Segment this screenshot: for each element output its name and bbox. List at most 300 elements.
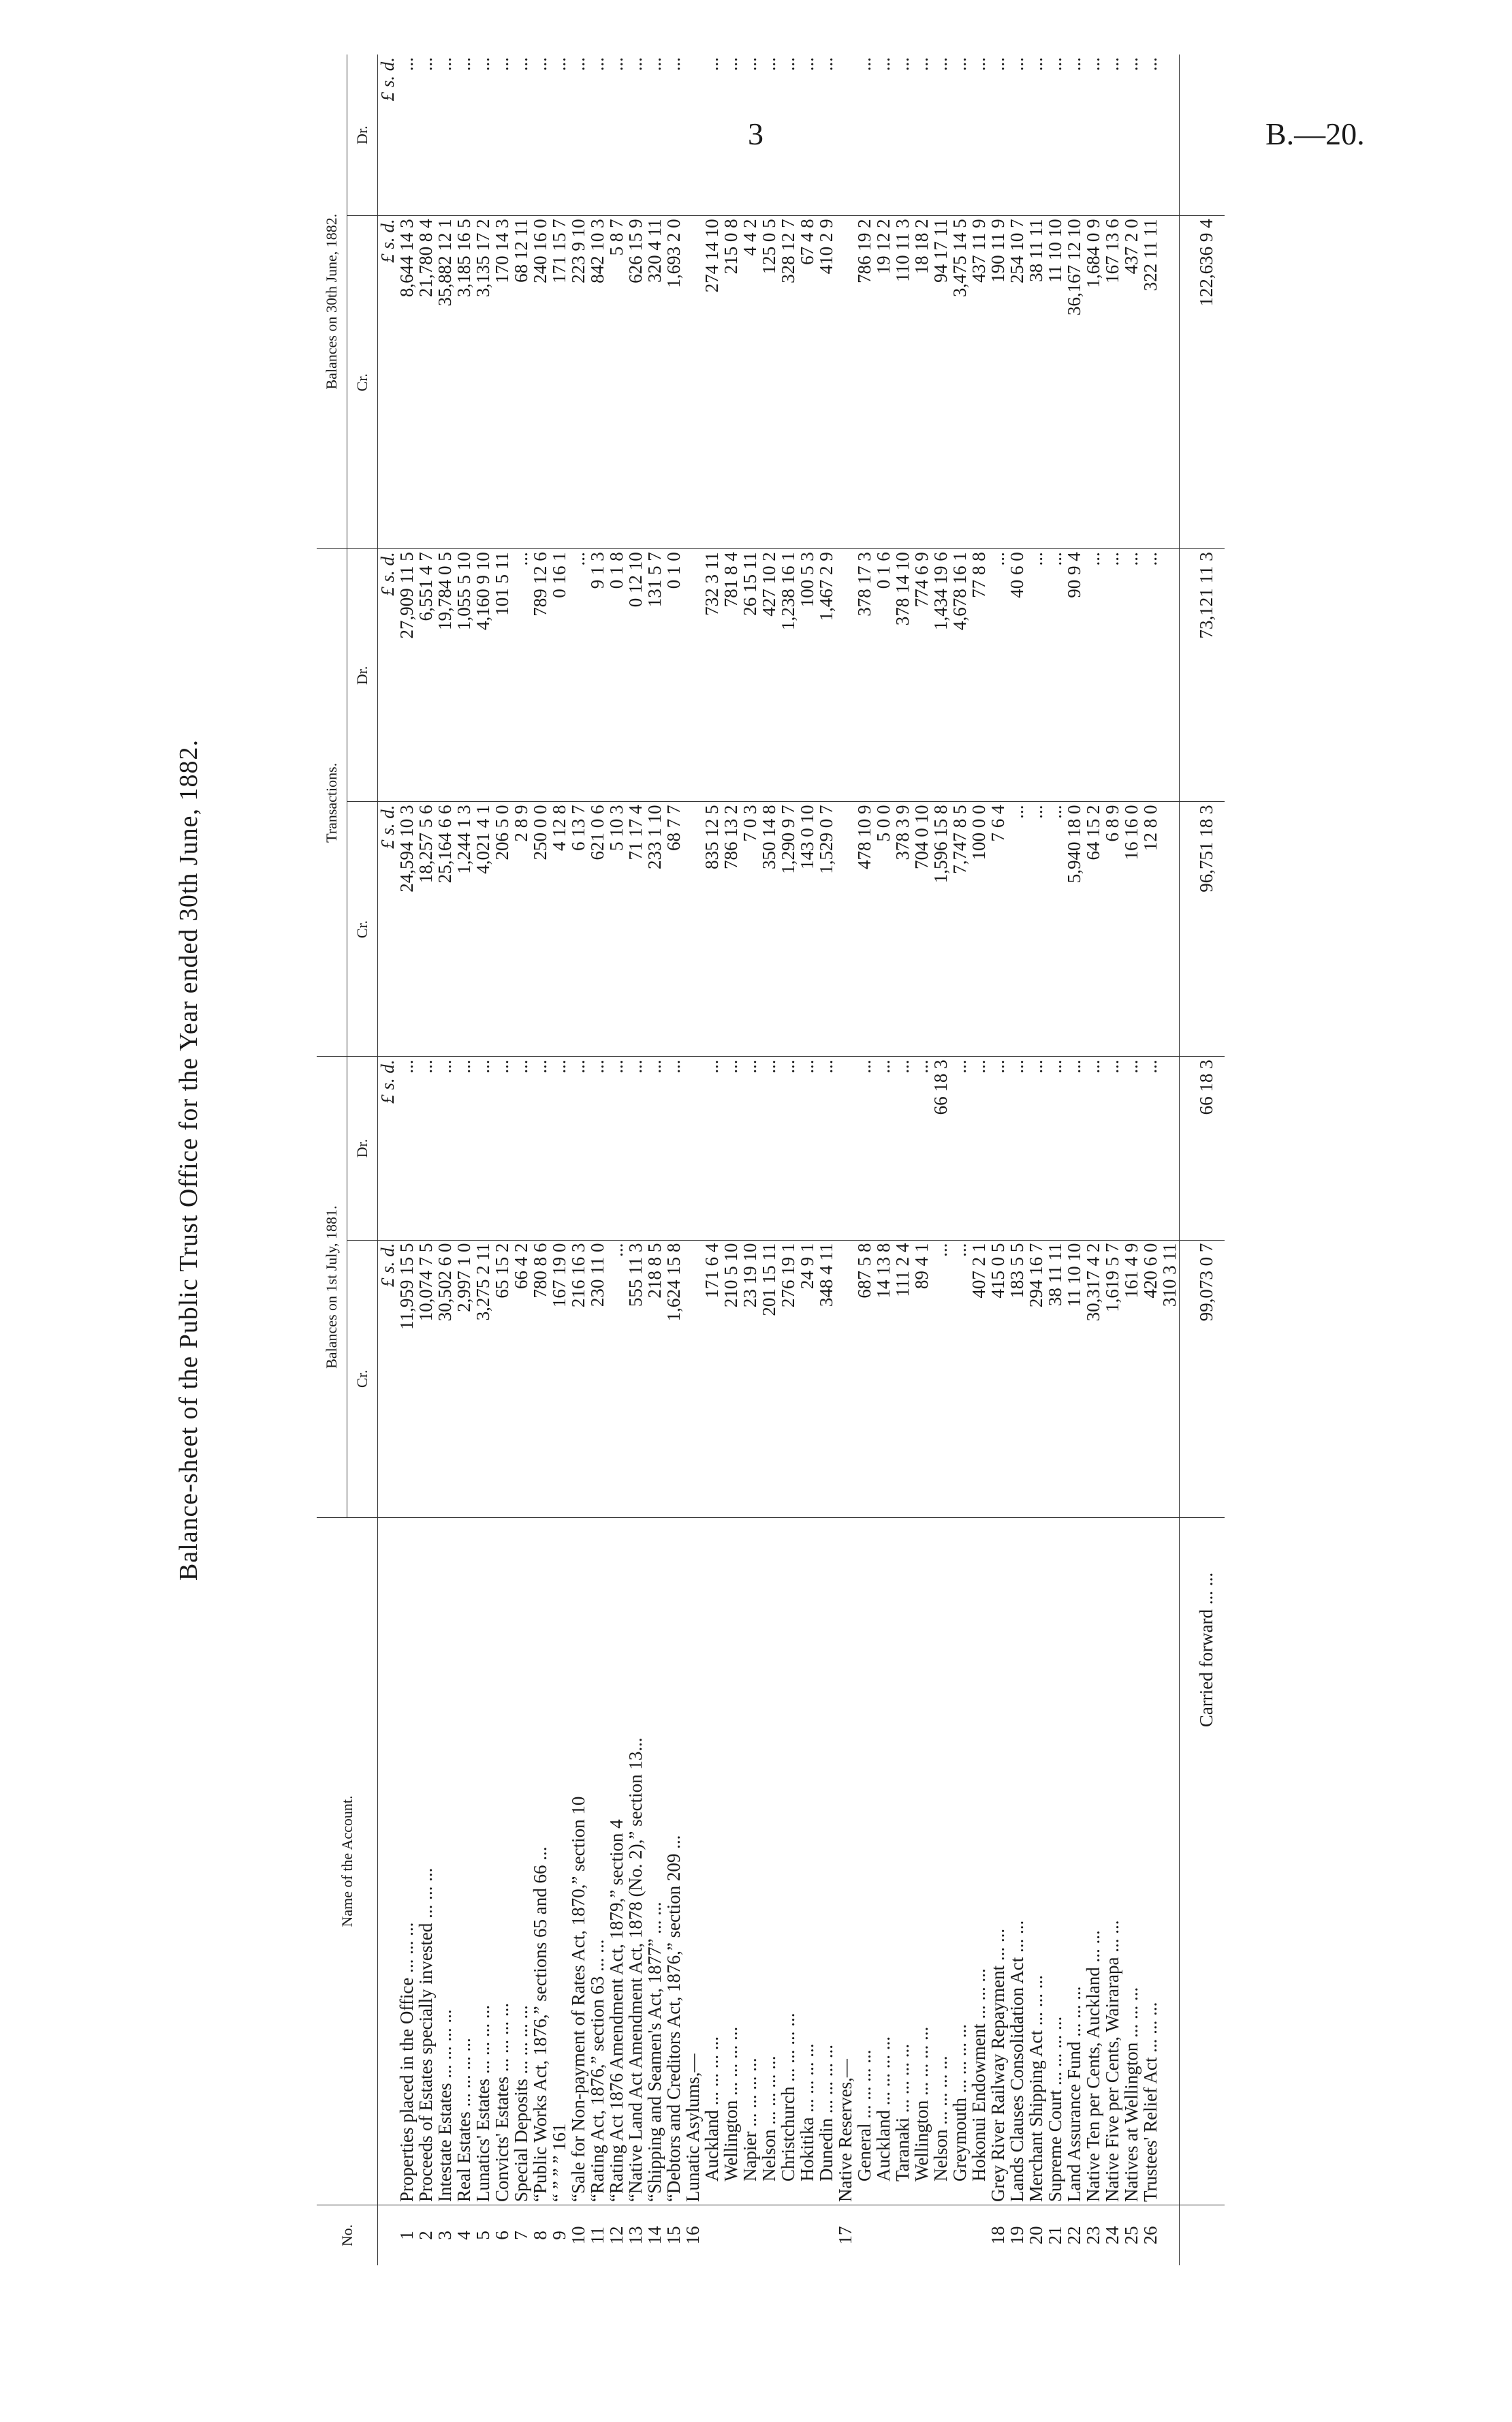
- cell-b81-dr: ...: [874, 1057, 893, 1240]
- table-row: [588, 55, 607, 2265]
- cell-b82-cr: 67 4 8: [798, 216, 817, 549]
- cell-t-dr: 131 5 7: [645, 549, 664, 802]
- unit-label: £ s. d.: [378, 216, 398, 549]
- cell-no: 18: [988, 2205, 1007, 2266]
- cell-t-dr: 0 12 10: [626, 549, 645, 802]
- cell-b81-dr: ...: [1065, 1057, 1084, 1240]
- cell-b81-dr: [683, 1057, 702, 1240]
- cell-b81-cr: 3,275 2 11: [473, 1240, 492, 1517]
- cell-t-dr: [683, 549, 702, 802]
- cell-account-name: Lunatic Asylums,—: [683, 1518, 702, 2205]
- header-dr: Dr.: [347, 55, 378, 216]
- cell-b82-cr: 223 9 10: [569, 216, 588, 549]
- table-row: [798, 55, 817, 2265]
- cell-account-name: Wellington ... ... ... ...: [912, 1518, 931, 2205]
- cell-b81-dr: ...: [1026, 1057, 1045, 1240]
- table-row: [1103, 55, 1122, 2265]
- cell-no: 19: [1007, 2205, 1026, 2266]
- cell-b82-dr: ...: [530, 57, 550, 72]
- cell-b81-dr: ...: [607, 1057, 626, 1240]
- cell-b82-cr: 35,882 12 1: [435, 216, 454, 549]
- cell-account-name: “Sale for Non-payment of Rates Act, 1870,” section 10: [569, 1518, 588, 2205]
- cell-account-name: Land Assurance Fund ... ... ...: [1065, 1518, 1084, 2205]
- cell-b81-dr: ...: [778, 1057, 798, 1240]
- cell-b82-cr: 4 4 2: [740, 216, 759, 549]
- cell-t-dr: 90 9 4: [1065, 549, 1084, 802]
- cell-b81-cr: 23 19 10: [740, 1240, 759, 1517]
- cell-b81-dr: ...: [1103, 1057, 1122, 1240]
- cell-b81-cr: 310 3 11: [1160, 1240, 1180, 1517]
- cell-b82-dr: ...: [1026, 57, 1046, 72]
- cell-b81-dr: ...: [759, 1057, 778, 1240]
- cell-t-cr: 704 0 10: [912, 802, 931, 1057]
- cell-b81-cr: [683, 1240, 702, 1517]
- cell-t-cr: 6 8 9: [1103, 802, 1122, 1057]
- table-row: [969, 55, 988, 2265]
- cell-b82-dr: ...: [988, 57, 1008, 72]
- cell-t-dr: 1,467 2 9: [817, 549, 836, 802]
- cell-b81-dr: ...: [435, 1057, 454, 1240]
- cell-no: 17: [836, 2205, 855, 2266]
- cell-b82-dr: ...: [606, 57, 627, 72]
- cell-b81-dr: ...: [1122, 1057, 1141, 1240]
- cell-no: 12: [607, 2205, 626, 2266]
- cell-account-name: Lunatics' Estates ... ... ... ...: [473, 1518, 492, 2205]
- cell-t-dr: ...: [1122, 549, 1141, 802]
- table-row: [988, 55, 1007, 2265]
- cell-b82-dr: ...: [816, 57, 836, 72]
- cell-b82-cr: 626 15 9: [626, 216, 645, 549]
- cell-t-cr: 378 3 9: [893, 802, 912, 1057]
- table-row: [1026, 55, 1045, 2265]
- cell-b82-cr: 19 12 2: [874, 216, 893, 549]
- cell-b81-dr: ...: [416, 1057, 435, 1240]
- cell-b81-cr: 276 19 1: [778, 1240, 798, 1517]
- unit-label: £ s. d.: [378, 549, 398, 802]
- cell-b82-dr: ...: [873, 57, 894, 72]
- cell-account-name: “Debtors and Creditors Act, 1876,” section 209 ...: [664, 1518, 683, 2205]
- table-row: [569, 55, 588, 2265]
- cell-t-dr: 427 10 2: [759, 549, 778, 802]
- cell-no: 11: [588, 2205, 607, 2266]
- cell-b81-cr: 210 5 10: [721, 1240, 740, 1517]
- cell-no: 7: [511, 2205, 531, 2266]
- cell-t-dr: 789 12 6: [531, 549, 550, 802]
- cell-b81-dr: ...: [950, 1057, 969, 1240]
- cell-no: 23: [1084, 2205, 1103, 2266]
- cell-t-dr: 100 5 3: [798, 549, 817, 802]
- cell-no: [874, 2205, 893, 2266]
- cell-b81-dr: ...: [1007, 1057, 1026, 1240]
- page-number: 3: [748, 117, 763, 151]
- cell-t-dr: 0 1 6: [874, 549, 893, 802]
- cell-account-name: Convicts' Estates ... ... ... ...: [492, 1518, 511, 2205]
- cell-account-name: Grey River Railway Repayment ... ...: [988, 1518, 1007, 2205]
- header-cr: Cr.: [347, 1240, 378, 1517]
- cell-t-cr: 786 13 2: [721, 802, 740, 1057]
- cell-account-name: Supreme Court ... ... ... ...: [1045, 1518, 1065, 2205]
- cell-no: 5: [473, 2205, 492, 2266]
- cell-b81-dr: ...: [492, 1057, 511, 1240]
- unit-label: £ s. d.: [378, 802, 398, 1057]
- cell-b82-cr: 3,475 14 5: [950, 216, 969, 549]
- table-row: [950, 55, 969, 2265]
- cell-t-dr: 77 8 8: [969, 549, 988, 802]
- cell-b82-cr: 786 19 2: [855, 216, 874, 549]
- cell-b81-dr: ...: [798, 1057, 817, 1240]
- cell-b81-cr: 230 11 0: [588, 1240, 607, 1517]
- cell-b82-dr: ...: [702, 57, 722, 72]
- cell-t-cr: 18,257 5 6: [416, 802, 435, 1057]
- cell-t-dr: 1,055 5 10: [454, 549, 473, 802]
- cell-b81-cr: 2,997 1 0: [454, 1240, 473, 1517]
- cell-t-dr: ...: [1141, 549, 1160, 802]
- cell-account-name: Auckland ... ... ... ...: [874, 1518, 893, 2205]
- cell-no: [702, 2205, 721, 2266]
- cell-b81-cr: 167 19 0: [550, 1240, 569, 1517]
- cell-t-dr: 4,160 9 10: [473, 549, 492, 802]
- cell-b82-dr: ...: [1083, 57, 1103, 72]
- cell-no: 8: [531, 2205, 550, 2266]
- cell-t-cr: 350 14 8: [759, 802, 778, 1057]
- cell-b82-cr: 437 2 0: [1122, 216, 1141, 549]
- table-row: [607, 55, 626, 2265]
- cell-account-name: “Rating Act, 1876,” section 63 ... ...: [588, 1518, 607, 2205]
- cell-b81-dr: ...: [664, 1057, 683, 1240]
- table-row: [492, 55, 511, 2265]
- cell-b81-dr: ...: [893, 1057, 912, 1240]
- cell-t-dr: 0 1 8: [607, 549, 626, 802]
- cell-b81-dr: ...: [1141, 1057, 1160, 1240]
- total-b81-cr: 99,073 0 7: [1180, 1240, 1225, 1517]
- cell-t-dr: 1,434 19 6: [931, 549, 950, 802]
- cell-b82-dr: ...: [644, 57, 665, 72]
- cell-b82-cr: 328 12 7: [778, 216, 798, 549]
- cell-b82-cr: 437 11 9: [969, 216, 988, 549]
- cell-t-dr: 6,551 4 7: [416, 549, 435, 802]
- cell-t-cr: 64 15 2: [1084, 802, 1103, 1057]
- cell-no: 21: [1045, 2205, 1065, 2266]
- cell-account-name: “Public Works Act, 1876,” sections 65 and 66 ...: [531, 1518, 550, 2205]
- total-t-dr: 73,121 11 3: [1180, 549, 1225, 802]
- cell-t-cr: 4 12 8: [550, 802, 569, 1057]
- cell-b82-dr: ...: [415, 57, 436, 72]
- cell-t-dr: 0 1 0: [664, 549, 683, 802]
- cell-t-dr: 9 1 3: [588, 549, 607, 802]
- cell-b82-dr: ...: [892, 57, 913, 72]
- cell-t-dr: 774 6 9: [912, 549, 931, 802]
- cell-b81-dr: ...: [1084, 1057, 1103, 1240]
- cell-b82-dr: ...: [587, 57, 608, 72]
- cell-b81-cr: ...: [950, 1240, 969, 1517]
- cell-t-cr: ...: [1045, 802, 1065, 1057]
- cell-t-cr: 6 13 7: [569, 802, 588, 1057]
- cell-b82-cr: 21,780 8 4: [416, 216, 435, 549]
- cell-b82-dr: ...: [949, 57, 970, 72]
- cell-no: 26: [1141, 2205, 1160, 2266]
- cell-no: [931, 2205, 950, 2266]
- cell-account-name: Real Estates ... ... ... ...: [454, 1518, 473, 2205]
- table-row: [931, 55, 950, 2265]
- table-row: [1045, 55, 1065, 2265]
- header-bal-1881: Balances on 1st July, 1881.: [317, 1057, 347, 1518]
- header-bal-1882: Balances on 30th June, 1882.: [317, 55, 347, 549]
- cell-account-name: Natives at Wellington ... ... ...: [1122, 1518, 1141, 2205]
- cell-b81-dr: [836, 1057, 855, 1240]
- header-cr: Cr.: [347, 216, 378, 549]
- cell-account-name: Dunedin ... ... ... ...: [817, 1518, 836, 2205]
- cell-t-dr: [836, 549, 855, 802]
- cell-b82-cr: 8,644 14 3: [397, 216, 416, 549]
- cell-account-name: Properties placed in the Office ... ... ...: [397, 1518, 416, 2205]
- cell-b81-cr: 780 8 6: [531, 1240, 550, 1517]
- table-row: [550, 55, 569, 2265]
- cell-t-dr: ...: [1045, 549, 1065, 802]
- cell-no: 10: [569, 2205, 588, 2266]
- extra-body: [1160, 55, 1225, 2265]
- table-row: [721, 55, 740, 2265]
- cell-b81-cr: [836, 1240, 855, 1517]
- cell-b82-dr: ...: [1140, 57, 1161, 72]
- cell-account-name: Nelson ... ... ... ...: [759, 1518, 778, 2205]
- table-row: [817, 55, 836, 2265]
- cell-no: [893, 2205, 912, 2266]
- cell-account-name: Hokonui Endowment ... ... ...: [969, 1518, 988, 2205]
- cell-b81-dr: ...: [550, 1057, 569, 1240]
- table-body: [378, 55, 1161, 2265]
- cell-t-dr: ...: [1103, 549, 1122, 802]
- cell-no: 14: [645, 2205, 664, 2266]
- cell-no: [950, 2205, 969, 2266]
- cell-b81-cr: 1,624 15 8: [664, 1240, 683, 1517]
- cell-t-dr: 101 5 11: [492, 549, 511, 802]
- cell-b82-dr: ...: [930, 57, 951, 72]
- table-row: [1007, 55, 1026, 2265]
- cell-b81-dr: ...: [397, 1057, 416, 1240]
- table-row: [1084, 55, 1103, 2265]
- cell-b82-cr: 3,185 16 5: [454, 216, 473, 549]
- cell-t-cr: 25,164 6 6: [435, 802, 454, 1057]
- table-row: [531, 55, 550, 2265]
- cell-b81-dr: ...: [702, 1057, 721, 1240]
- cell-t-dr: 378 17 3: [855, 549, 874, 802]
- cell-account-name: Native Five per Cents, Wairarapa ... ...: [1103, 1518, 1122, 2205]
- cell-t-cr: ...: [1026, 802, 1045, 1057]
- cell-t-cr: 7 0 3: [740, 802, 759, 1057]
- cell-no: [740, 2205, 759, 2266]
- cell-b81-cr: 66 4 2: [511, 1240, 531, 1517]
- total-b81-dr: 66 18 3: [1180, 1057, 1225, 1240]
- cell-b81-cr: 171 6 4: [702, 1240, 721, 1517]
- cell-b81-cr: 111 2 4: [893, 1240, 912, 1517]
- total-b82-cr: 122,636 9 4: [1180, 216, 1225, 549]
- cell-t-cr: [836, 802, 855, 1057]
- cell-account-name: Proceeds of Estates specially invested ... ... ...: [416, 1518, 435, 2205]
- table-row: [1065, 55, 1084, 2265]
- table-row: [1122, 55, 1141, 2265]
- cell-b81-dr: ...: [855, 1057, 874, 1240]
- cell-t-cr: 5,940 18 0: [1065, 802, 1084, 1057]
- cell-t-dr: 1,238 16 1: [778, 549, 798, 802]
- cell-t-cr: 12 8 0: [1141, 802, 1160, 1057]
- table-row: [893, 55, 912, 2265]
- cell-account-name: Lands Clauses Consolidation Act ... ...: [1007, 1518, 1026, 2205]
- cell-t-cr: 478 10 9: [855, 802, 874, 1057]
- cell-no: 1: [397, 2205, 416, 2266]
- cell-t-cr: 7 6 4: [988, 802, 1007, 1057]
- cell-no: [721, 2205, 740, 2266]
- header-dr: Dr.: [347, 549, 378, 802]
- cell-t-dr: ...: [569, 549, 588, 802]
- cell-account-name: Nelson ... ... ... ...: [931, 1518, 950, 2205]
- cell-no: [759, 2205, 778, 2266]
- table-row: [759, 55, 778, 2265]
- table-row: [855, 55, 874, 2265]
- table-row: [1141, 55, 1160, 2265]
- cell-account-name: General ... ... ... ...: [855, 1518, 874, 2205]
- cell-b81-cr: 65 15 2: [492, 1240, 511, 1517]
- cell-b82-dr: ...: [396, 57, 417, 72]
- cell-account-name: Auckland ... ... ... ...: [702, 1518, 721, 2205]
- cell-account-name: Napier ... ... ... ...: [740, 1518, 759, 2205]
- cell-t-cr: 206 5 0: [492, 802, 511, 1057]
- cell-b82-dr: ...: [1007, 57, 1027, 72]
- table-row: [435, 55, 454, 2265]
- cell-b81-cr: 10,074 7 5: [416, 1240, 435, 1517]
- cell-t-cr: [683, 802, 702, 1057]
- cell-no: [969, 2205, 988, 2266]
- cell-b81-cr: 30,317 4 2: [1084, 1240, 1103, 1517]
- cell-t-dr: 378 14 10: [893, 549, 912, 802]
- cell-t-dr: ...: [1026, 549, 1045, 802]
- unit-label: £ s. d.: [378, 1240, 398, 1517]
- total-b82-dr: [1180, 55, 1225, 216]
- cell-b82-cr: 410 2 9: [817, 216, 836, 549]
- cell-b81-dr: ...: [721, 1057, 740, 1240]
- carried-forward-label: Carried forward ... ...: [1180, 1518, 1225, 2205]
- cell-t-dr: ...: [1084, 549, 1103, 802]
- cell-t-cr: 835 12 5: [702, 802, 721, 1057]
- cell-account-name: Native Reserves,—: [836, 1518, 855, 2205]
- cell-t-cr: 250 0 0: [531, 802, 550, 1057]
- cell-b82-cr: 190 11 9: [988, 216, 1007, 549]
- units-row: [378, 55, 398, 2265]
- cell-t-dr: 0 16 1: [550, 549, 569, 802]
- cell-no: 16: [683, 2205, 702, 2266]
- table-row: [416, 55, 435, 2265]
- cell-t-cr: 4,021 4 1: [473, 802, 492, 1057]
- cell-b82-cr: [683, 216, 702, 549]
- cell-b81-cr: 38 11 11: [1045, 1240, 1065, 1517]
- cell-no: 4: [454, 2205, 473, 2266]
- cell-b81-dr: ...: [988, 1057, 1007, 1240]
- document-reference: B.—20.: [1265, 117, 1365, 151]
- header-cr: Cr.: [347, 802, 378, 1057]
- cell-b81-cr: 420 6 0: [1141, 1240, 1160, 1517]
- cell-b81-cr: 30,502 6 0: [435, 1240, 454, 1517]
- cell-no: 22: [1065, 2205, 1084, 2266]
- cell-b82-dr: ...: [854, 57, 875, 72]
- cell-b82-dr: ...: [1121, 57, 1141, 72]
- cell-b82-dr: ...: [625, 57, 646, 72]
- cell-b82-dr: ...: [663, 57, 684, 72]
- cell-b81-cr: 201 15 11: [759, 1240, 778, 1517]
- cell-t-cr: 621 0 6: [588, 802, 607, 1057]
- cell-b81-dr: ...: [569, 1057, 588, 1240]
- table-row: [836, 55, 855, 2265]
- cell-t-dr: 4,678 16 1: [950, 549, 969, 802]
- balance-sheet-table: [317, 55, 1225, 2265]
- table-row: [874, 55, 893, 2265]
- cell-b81-cr: 555 11 3: [626, 1240, 645, 1517]
- cell-b81-dr: ...: [645, 1057, 664, 1240]
- cell-no: 3: [435, 2205, 454, 2266]
- cell-no: 13: [626, 2205, 645, 2266]
- cell-b81-dr: ...: [454, 1057, 473, 1240]
- cell-b82-dr: ...: [721, 57, 741, 72]
- cell-b82-cr: 125 0 5: [759, 216, 778, 549]
- table-row: [626, 55, 645, 2265]
- table-row: [511, 55, 531, 2265]
- cell-b81-cr: 294 16 7: [1026, 1240, 1045, 1517]
- cell-b82-dr: ...: [511, 57, 531, 72]
- cell-t-dr: ...: [511, 549, 531, 802]
- cell-b82-dr: ...: [759, 57, 779, 72]
- cell-b82-dr: ...: [549, 57, 569, 72]
- cell-account-name: Taranaki ... ... ... ...: [893, 1518, 912, 2205]
- cell-b82-dr: ...: [778, 57, 798, 72]
- cell-t-cr: ...: [1007, 802, 1026, 1057]
- table-row: [1160, 55, 1180, 2265]
- cell-b82-dr: ...: [435, 57, 455, 72]
- cell-b82-cr: 1,693 2 0: [664, 216, 683, 549]
- cell-t-dr: ...: [988, 549, 1007, 802]
- table-row: [664, 55, 683, 2265]
- cell-t-cr: 24,594 10 3: [397, 802, 416, 1057]
- cell-b82-dr: ...: [1064, 57, 1084, 72]
- cell-b82-cr: 215 0 8: [721, 216, 740, 549]
- cell-b82-dr: ...: [1102, 57, 1122, 72]
- cell-b82-dr: ...: [454, 57, 474, 72]
- cell-b81-cr: 218 8 5: [645, 1240, 664, 1517]
- cell-b81-dr: ...: [969, 1057, 988, 1240]
- cell-no: 15: [664, 2205, 683, 2266]
- rotated-table-page: [160, 55, 1345, 2265]
- cell-no: 24: [1103, 2205, 1122, 2266]
- cell-account-name: Wellington ... ... ... ...: [721, 1518, 740, 2205]
- cell-b81-cr: 216 16 3: [569, 1240, 588, 1517]
- cell-b81-dr: ...: [912, 1057, 931, 1240]
- cell-b81-dr: ...: [817, 1057, 836, 1240]
- cell-b81-cr: 11 10 10: [1065, 1240, 1084, 1517]
- cell-no: 2: [416, 2205, 435, 2266]
- cell-account-name: Native Ten per Cents, Auckland ... ...: [1084, 1518, 1103, 2205]
- cell-t-cr: 1,596 15 8: [931, 802, 950, 1057]
- cell-b82-dr: ...: [968, 57, 989, 72]
- cell-t-dr: 732 3 11: [702, 549, 721, 802]
- cell-account-name: Special Deposits ... ... ... ...: [511, 1518, 531, 2205]
- cell-t-cr: 1,529 0 7: [817, 802, 836, 1057]
- cell-b82-dr: [836, 55, 855, 216]
- header-dr: Dr.: [347, 1057, 378, 1240]
- cell-b82-dr: ...: [911, 57, 932, 72]
- cell-b81-cr: 89 4 1: [912, 1240, 931, 1517]
- cell-account-name: Merchant Shipping Act ... ... ...: [1026, 1518, 1045, 2205]
- cell-b82-cr: 1,684 0 9: [1084, 216, 1103, 549]
- header-no: No.: [317, 2205, 378, 2266]
- cell-b82-cr: 240 16 0: [531, 216, 550, 549]
- cell-b82-cr: 170 14 3: [492, 216, 511, 549]
